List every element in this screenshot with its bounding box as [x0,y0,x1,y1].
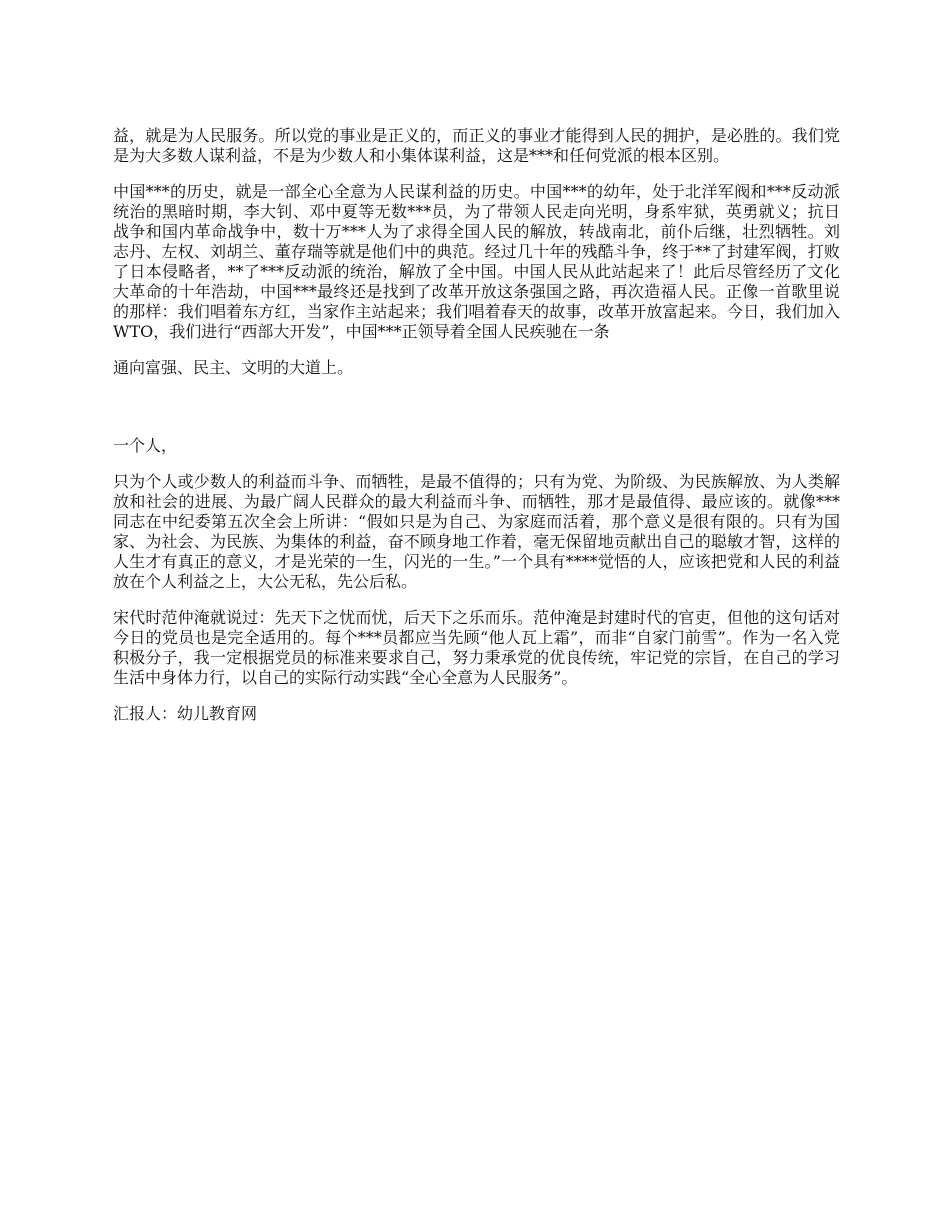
document-page [113,126,840,740]
paragraph-party-history: 中国***的历史，就是一部全心全意为人民谋利益的历史。中国***的幼年，处于北洋军阀和***反动派统治的黑暗时期，李大钊、邓中夏等无数***员，为了带领人民走向光明，身系牢狱，英勇就义；抗日战争和国内革命战争中，数十万***人为了求得全国人民的解放，转战南北，前仆后继，壮烈牺牲。刘志丹、左权、刘胡兰、董存瑞等就是他们中的典范。经过几十年的残酷斗争，终于**了封建军阀，打败了日本侵略者，**了***反动派的统治，解放了全中国。中国人民从此站起来了！此后尽管经历了文化大革命的十年浩劫，中国***最终还是找到了改革开放这条强国之路，再次造福人民。正像一首歌里说的那样：我们唱着东方红，当家作主站起来；我们唱着春天的故事，改革开放富起来。今日，我们加入 WTO，我们进行“西部大开发”，中国***正领导着全国人民疾驰在一条 [113,182,840,341]
paragraph-reporter: 汇报人：幼儿教育网 [113,704,258,723]
paragraph-fan-zhongyan: 宋代时范仲淹就说过：先天下之忧而忧，后天下之乐而乐。范仲淹是封建时代的官吏，但他的这句话对今日的党员也是完全适用的。每个***员都应当先顾“他人瓦上霜”，而非“自家门前雪”。作为一名入党积极分子，我一定根据党员的标准来要求自己，努力秉承党的优良传统，牢记党的宗旨，在自己的学习生活中身体力行，以自己的实际行动实践“全心全意为人民服务”。 [113,608,840,687]
paragraph-a-person: 一个人， [113,436,178,455]
section-spacer [113,394,840,436]
paragraph-worth-sacrifice: 只为个人或少数人的利益而斗争、而牺牲，是最不值得的；只有为党、为阶级、为民族解放、为人类解放和社会的进展、为最广阔人民群众的最大利益而斗争、而牺牲，那才是最值得、最应该的。就像***同志在中纪委第五次全会上所讲：“假如只是为自己、为家庭而活着，那个意义是很有限的。只有为国家、为社会、为民族、为集体的利益，奋不顾身地工作着，毫无保留地贡献出自己的聪敏才智，这样的人生才有真正的意义，才是光荣的一生，闪光的一生。”一个具有****觉悟的人，应该把党和人民的利益放在个人利益之上，大公无私，先公后私。 [113,472,840,591]
paragraph-history-continued: 通向富强、民主、文明的大道上。 [113,358,354,377]
paragraph-serve-people: 益，就是为人民服务。所以党的事业是正义的，而正义的事业才能得到人民的拥护，是必胜的。我们党是为大多数人谋利益，不是为少数人和小集体谋利益，这是***和任何党派的根本区别。 [113,126,840,165]
